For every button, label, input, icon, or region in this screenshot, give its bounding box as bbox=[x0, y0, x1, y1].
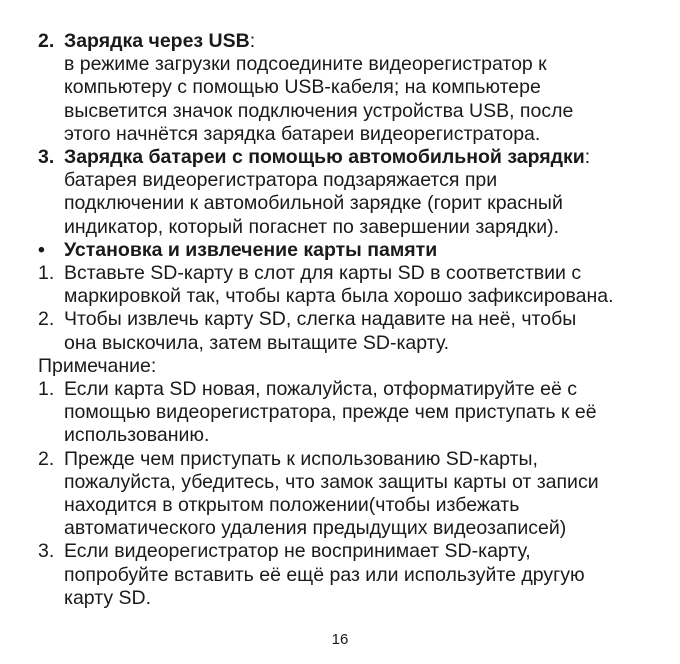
text-line: маркировкой так, чтобы карта была хорошо зафиксирована. bbox=[64, 285, 614, 308]
text-line: попробуйте вставить её ещё раз или используйте другую bbox=[64, 563, 585, 586]
note-number: 2. bbox=[38, 447, 55, 470]
item-body bbox=[64, 30, 658, 146]
page-content bbox=[38, 30, 658, 610]
note-item bbox=[38, 378, 658, 448]
step-body bbox=[64, 308, 658, 354]
text-line: Чтобы извлечь карту SD, слегка надавите на неё, чтобы bbox=[64, 308, 577, 331]
text-line: автоматического удаления предыдущих видеозаписей) bbox=[64, 517, 567, 540]
text-line: пожалуйста, убедитесь, что замок защиты карты от записи bbox=[64, 470, 599, 493]
step-number: 2. bbox=[38, 308, 55, 331]
text-line: Если карта SD новая, пожалуйста, отформатируйте её с bbox=[64, 378, 577, 401]
text-line: Прежде чем приступать к использованию SD-карты, bbox=[64, 447, 538, 470]
item-title-line bbox=[64, 146, 658, 169]
usb-charging-item bbox=[38, 30, 658, 146]
item-title-colon: : bbox=[584, 146, 591, 169]
text-line: Вставьте SD-карту в слот для карты SD в соответствии с bbox=[64, 262, 582, 285]
page-number: 16 bbox=[331, 631, 349, 648]
text-line: подключении к автомобильной зарядке (горит красный bbox=[64, 192, 563, 215]
note-number: 3. bbox=[38, 540, 55, 563]
step-number: 1. bbox=[38, 262, 55, 285]
item-title: Зарядка через USB bbox=[64, 30, 250, 52]
note-number: 1. bbox=[38, 378, 55, 401]
step-item bbox=[38, 308, 658, 354]
note-label: Примечание: bbox=[38, 354, 157, 377]
note-item bbox=[38, 448, 658, 541]
text-line: Если видеорегистратор не воспринимает SD-карту, bbox=[64, 540, 531, 563]
item-title-line bbox=[64, 30, 658, 53]
text-line: карту SD. bbox=[64, 586, 152, 609]
text-line: высветится значок подключения устройства USB, после bbox=[64, 99, 574, 122]
note-body bbox=[64, 378, 658, 448]
text-line: компьютеру с помощью USB-кабеля; на компьютере bbox=[64, 76, 541, 99]
note-body bbox=[64, 448, 658, 541]
step-body bbox=[64, 262, 658, 308]
text-line: использованию. bbox=[64, 424, 210, 447]
note-item bbox=[38, 540, 658, 610]
text-line: этого начнётся зарядка батареи видеорегистратора. bbox=[64, 122, 541, 145]
text-line: индикатор, который погаснет по завершении зарядки). bbox=[64, 215, 560, 238]
car-charging-item bbox=[38, 146, 658, 239]
note-body bbox=[64, 540, 658, 610]
text-line: в режиме загрузки подсоедините видеорегистратор к bbox=[64, 53, 547, 76]
item-body bbox=[64, 146, 658, 239]
text-line: она выскочила, затем вытащите SD-карту. bbox=[64, 331, 450, 354]
item-title-colon: : bbox=[249, 30, 256, 52]
item-number: 2. bbox=[38, 30, 55, 52]
heading-body bbox=[64, 239, 658, 262]
text-line: батарея видеорегистратора подзаряжается при bbox=[64, 169, 498, 192]
memory-card-heading bbox=[38, 239, 658, 262]
item-title: Зарядка батареи с помощью автомобильной зарядки bbox=[64, 146, 585, 169]
item-number: 3. bbox=[38, 146, 55, 169]
bullet-icon: • bbox=[38, 238, 45, 261]
text-line: помощью видеорегистратора, прежде чем приступать к её bbox=[64, 401, 597, 424]
text-line: находится в открытом положении(чтобы избежать bbox=[64, 494, 520, 517]
step-item bbox=[38, 262, 658, 308]
section-heading: Установка и извлечение карты памяти bbox=[64, 238, 438, 261]
